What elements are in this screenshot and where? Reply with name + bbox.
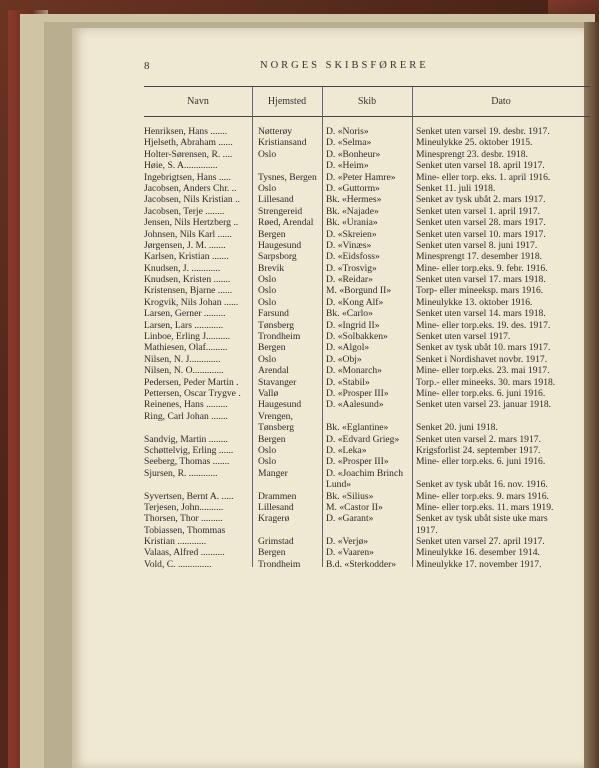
table-row: [144, 559, 592, 570]
table-row: [144, 434, 592, 445]
cell-name: Terjesen, John..........: [144, 501, 224, 513]
cell-home: Røed, Arendal: [258, 217, 314, 229]
cell-date: Senket av tysk ubåt 16. nov. 1916.: [416, 479, 548, 491]
table-row: [144, 320, 592, 331]
cell-ship: Bk. «Eglantine»: [326, 422, 389, 434]
cell-ship: D. «Prosper III»: [326, 387, 389, 399]
cell-home: Tønsberg: [258, 319, 295, 331]
cell-date: Senket 20. juni 1918.: [416, 422, 498, 434]
cell-home: Farsund: [258, 308, 289, 320]
cell-ship: D. «Reidar»: [326, 274, 373, 286]
cell-home: Trondheim: [258, 558, 301, 570]
cell-date: Mine- eller torp.eks. 11. mars 1919.: [416, 501, 554, 513]
cell-ship: D. «Skreien»: [326, 228, 377, 240]
cell-name: Jacobsen, Anders Chr. ..: [144, 182, 237, 194]
cell-date: Mine- eller torp.eks. 23. mai 1917.: [416, 365, 550, 377]
cell-name: Holter-Sørensen, R. ....: [144, 148, 233, 160]
cell-ship: Bk. «Hermes»: [326, 194, 382, 206]
table-row: [144, 240, 592, 251]
table-row: [144, 263, 592, 274]
cell-date: Minesprengt 23. desbr. 1918.: [416, 148, 528, 160]
cell-ship: D. «Monarch»: [326, 365, 382, 377]
table-row: [144, 547, 592, 558]
cell-home: Sarpsborg: [258, 251, 297, 263]
cell-ship: D. «Trosvig»: [326, 262, 377, 274]
table-row: [144, 456, 592, 467]
cell-date: Senket i Nordishavet novbr. 1917.: [416, 353, 548, 365]
cell-ship: D. «Noris»: [326, 126, 369, 137]
cell-ship: D. «Peter Hamre»: [326, 171, 396, 183]
cell-home: Trondheim: [258, 331, 301, 343]
cell-date: Senket uten varsel 2. mars 1917.: [416, 433, 541, 445]
cell-ship: D. «Guttorm»: [326, 182, 380, 194]
cell-name: Larsen, Gerner .........: [144, 308, 226, 320]
table-row: [144, 479, 592, 490]
cell-name: Jacobsen, Terje ........: [144, 205, 225, 217]
cell-home: Lillesand: [258, 501, 294, 513]
table-row: [144, 274, 592, 285]
cell-date: Senket av tysk ubåt siste uke mars: [416, 513, 548, 525]
table-row: [144, 160, 592, 171]
cell-name: Mathiesen, Olaf.........: [144, 342, 228, 354]
cell-date: Mineulykke 25. oktober 1915.: [416, 137, 533, 149]
cell-ship: Bk. «Silius»: [326, 490, 374, 502]
table-row: [144, 422, 592, 433]
cell-name: Høie, S. A..............: [144, 160, 218, 172]
table-row: [144, 388, 592, 399]
cell-name: Valaas, Alfred ..........: [144, 547, 225, 559]
cell-ship: M. «Castor II»: [326, 501, 383, 513]
cell-home: Oslo: [258, 274, 277, 286]
cell-name: Kristensen, Bjarne ......: [144, 285, 233, 297]
cell-home: Kristiansand: [258, 137, 307, 149]
cell-name: Thorsen, Thor .........: [144, 513, 223, 525]
table-row: [144, 342, 592, 353]
cell-name: Kristian ............: [144, 536, 207, 548]
cell-date: Mine- eller torp.eks. 19. des. 1917.: [416, 319, 551, 331]
cell-home: Oslo: [258, 353, 277, 365]
table-row: [144, 502, 592, 513]
cell-date: Krigsforlist 24. september 1917.: [416, 444, 541, 456]
cell-ship: D. «Joachim Brinch: [326, 467, 404, 479]
cell-ship: D. «Eidsfoss»: [326, 251, 380, 263]
cell-name: Reinenes, Hans .........: [144, 399, 228, 411]
cell-name: Knudsen, Kristen .......: [144, 274, 231, 286]
cell-name: Sandvig, Martin ........: [144, 433, 228, 445]
table-row: [144, 365, 592, 376]
cell-date: Senket av tysk ubåt 2. mars 1917.: [416, 194, 546, 206]
cell-ship: M. «Borgund II»: [326, 285, 392, 297]
column-header-date: Dato: [491, 96, 511, 107]
cell-date: Senket uten varsel 10. mars 1917.: [416, 228, 546, 240]
table-row: [144, 399, 592, 410]
cell-name: Jensen, Nils Hertzberg ..: [144, 217, 239, 229]
cell-name: Larsen, Lars ............: [144, 319, 224, 331]
cell-ship: D. «Solbakken»: [326, 331, 388, 343]
table-row: [144, 297, 592, 308]
cell-date: Senket uten varsel 23. januar 1918.: [416, 399, 552, 411]
table-row: [144, 206, 592, 217]
cell-home: Bergen: [258, 433, 286, 445]
cell-ship: D. «Obj»: [326, 353, 362, 365]
cell-home: Grimstad: [258, 536, 294, 548]
cell-name: Jørgensen, J. M. .......: [144, 239, 226, 251]
cell-date: Mineulykke 13. oktober 1916.: [416, 296, 533, 308]
cell-date: Mineulykke 16. desember 1914.: [416, 547, 540, 559]
cell-date: Mine- eller torp.eks. 6. juni 1916.: [416, 387, 546, 399]
table-row: [144, 126, 592, 137]
cell-home: Bergen: [258, 228, 286, 240]
cell-date: Senket uten varsel 19. desbr. 1917.: [416, 126, 550, 137]
cell-ship: Lund»: [326, 479, 352, 491]
column-header-name: Navn: [187, 96, 209, 107]
cell-name: Johnsen, Nils Karl ......: [144, 228, 232, 240]
cell-home: Oslo: [258, 444, 277, 456]
table-body: [144, 126, 592, 570]
cell-home: Oslo: [258, 296, 277, 308]
cell-ship: D. «Aalesund»: [326, 399, 384, 411]
cell-name: Jacobsen, Nils Kristian ..: [144, 194, 240, 206]
cell-date: Senket uten varsel 1. april 1917.: [416, 205, 540, 217]
table-row: [144, 183, 592, 194]
table-row: [144, 536, 592, 547]
cell-date: Senket uten varsel 1917.: [416, 331, 511, 343]
table-row: [144, 354, 592, 365]
cell-home: Drammen: [258, 490, 297, 502]
table-row: [144, 194, 592, 205]
table-row: [144, 172, 592, 183]
cell-ship: D. «Leka»: [326, 444, 367, 456]
cell-ship: D. «Stabil»: [326, 376, 370, 388]
cell-home: Manger: [258, 467, 288, 479]
cell-name: Pedersen, Peder Martin .: [144, 376, 239, 388]
column-header-ship: Skib: [357, 96, 377, 107]
cell-date: Senket 11. juli 1918.: [416, 182, 496, 194]
cell-ship: D. «Algol»: [326, 342, 370, 354]
cell-ship: D. «Ingrid II»: [326, 319, 380, 331]
cell-home: Oslo: [258, 148, 277, 160]
cell-ship: D. «Vinæs»: [326, 239, 372, 251]
table-row: [144, 308, 592, 319]
cell-ship: D. «Edvard Grieg»: [326, 433, 400, 445]
page-header: [140, 60, 590, 76]
table-row: [144, 251, 592, 262]
cell-date: Senket uten varsel 18. april 1917.: [416, 160, 545, 172]
cell-date: Senket uten varsel 14. mars 1918.: [416, 308, 546, 320]
cell-home: Oslo: [258, 182, 277, 194]
cell-ship: D. «Bonheur»: [326, 148, 381, 160]
cell-name: Ingebrigtsen, Hans .....: [144, 171, 231, 183]
running-title: NORGES SKIBSFØRERE: [260, 60, 429, 71]
table-row: [144, 525, 592, 536]
table-top-rule: [144, 86, 590, 87]
table-row: [144, 229, 592, 240]
cell-name: Nilsen, N. J.............: [144, 353, 221, 365]
cell-name: Henriksen, Hans .......: [144, 126, 228, 137]
cell-name: Tobiassen, Thommas: [144, 524, 226, 536]
column-header-home: Hjemsted: [267, 96, 307, 107]
cell-ship: D. «Vaaren»: [326, 547, 374, 559]
cell-ship: D. «Selma»: [326, 137, 372, 149]
cell-ship: D. «Kong Alf»: [326, 296, 384, 308]
cell-name: Syvertsen, Bernt A. .....: [144, 490, 234, 502]
cell-home: Tønsberg: [258, 422, 295, 434]
cell-date: Minesprengt 17. desember 1918.: [416, 251, 543, 263]
cell-home: Strengereid: [258, 205, 303, 217]
cell-date: Senket uten varsel 28. mars 1917.: [416, 217, 546, 229]
cell-name: Vold, C. ..............: [144, 558, 212, 570]
table-row: [144, 377, 592, 388]
cell-ship: Bk. «Carlo»: [326, 308, 373, 320]
cell-ship: B.d. «Sterkodder»: [326, 558, 397, 570]
table-row: [144, 513, 592, 524]
cell-home: Oslo: [258, 456, 277, 468]
cell-name: Karlsen, Kristian .......: [144, 251, 229, 263]
cell-home: Haugesund: [258, 239, 302, 251]
cell-home: Brevik: [258, 262, 285, 274]
cell-date: Torp- eller mineeksp. mars 1916.: [416, 285, 544, 297]
table-row: [144, 285, 592, 296]
cell-date: Mine- eller torp.eks. 9. mars 1916.: [416, 490, 549, 502]
cell-date: Mineulykke 17. november 1917.: [416, 558, 542, 570]
table-row: [144, 137, 592, 148]
cell-date: Senket uten varsel 17. mars 1918.: [416, 274, 546, 286]
cell-ship: Bk. «Urania»: [326, 217, 378, 229]
cell-home: Kragerø: [258, 513, 290, 525]
cell-ship: D. «Prosper III»: [326, 456, 389, 468]
cell-name: Krogvik, Nils Johan ......: [144, 296, 239, 308]
cell-home: Nøtterøy: [258, 126, 293, 137]
cell-home: Arendal: [258, 365, 289, 377]
cell-date: Senket av tysk ubåt 10. mars 1917.: [416, 342, 551, 354]
cell-home: Bergen: [258, 342, 286, 354]
cell-name: Seeberg, Thomas .......: [144, 456, 230, 468]
cell-home: Haugesund: [258, 399, 302, 411]
cell-name: Hjelseth, Abraham ......: [144, 137, 233, 149]
cell-home: Tysnes, Bergen: [258, 171, 317, 183]
cell-ship: D. «Verjø»: [326, 536, 369, 548]
cell-ship: D. «Heim»: [326, 160, 369, 172]
table-row: [144, 217, 592, 228]
table-row: [144, 468, 592, 479]
table-row: [144, 331, 592, 342]
cell-date: Mine- eller torp.eks. 6. juni 1916.: [416, 456, 546, 468]
cell-home: Bergen: [258, 547, 286, 559]
table-head-rule: [144, 116, 590, 117]
cell-date: Mine- eller torp.eks. 9. febr. 1916.: [416, 262, 548, 274]
cell-name: Linboe, Erling J..........: [144, 331, 231, 343]
page-number: 8: [144, 60, 150, 72]
cell-name: Schøttelvig, Erling ......: [144, 444, 234, 456]
cell-home: Lillesand: [258, 194, 294, 206]
cell-name: Nilsen, N. O.............: [144, 365, 224, 377]
cell-name: Ring, Carl Johan .......: [144, 410, 228, 422]
cell-date: Senket uten varsel 27. april 1917.: [416, 536, 545, 548]
cell-home: Vrengen,: [258, 410, 293, 422]
cell-ship: Bk. «Najade»: [326, 205, 379, 217]
cell-home: Vallø: [258, 387, 279, 399]
table-row: [144, 491, 592, 502]
cell-date: Torp.- eller mineeks. 30. mars 1918.: [416, 376, 556, 388]
cell-home: Stavanger: [258, 376, 297, 388]
cell-date: 1917.: [416, 524, 438, 536]
table-row: [144, 149, 592, 160]
cell-name: Sjursen, R. ............: [144, 467, 218, 479]
cell-home: Oslo: [258, 285, 277, 297]
cell-name: Pettersen, Oscar Trygve .: [144, 387, 241, 399]
table-row: [144, 411, 592, 422]
cell-name: Knudsen, J. ............: [144, 262, 221, 274]
cell-ship: D. «Garant»: [326, 513, 374, 525]
cell-date: Senket uten varsel 8. juni 1917.: [416, 239, 538, 251]
table-row: [144, 445, 592, 456]
cell-date: Mine- eller torp. eks. 1. april 1916.: [416, 171, 551, 183]
